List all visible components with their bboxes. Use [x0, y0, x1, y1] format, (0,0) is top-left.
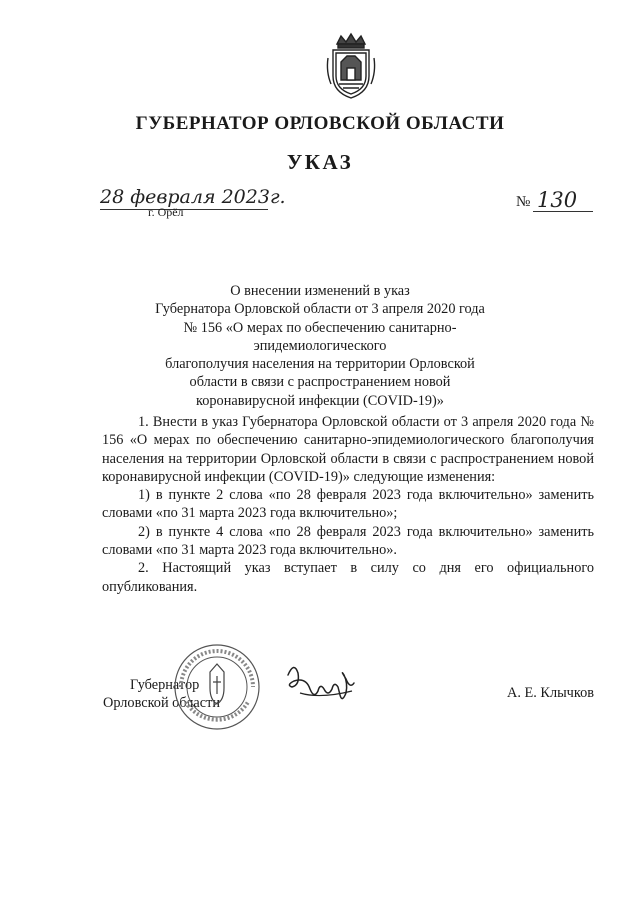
- paragraph-1: 1. Внести в указ Губернатора Орловской области от 3 апреля 2020 года № 156 «О мерах по обеспечению санитарно-эпидемиологического благополучия населения на территории Орловской области в связи с распространением новой коронавирусной инфекции (COVID-19)» следующие изменения:: [102, 414, 594, 485]
- handwritten-signature-icon: [280, 655, 360, 715]
- document-type: УКАЗ: [286, 150, 354, 174]
- amendment-item-1: 1) в пункте 2 слова «по 28 февраля 2023 года включительно» заменить словами «по 31 марта 2023 года включительно»;: [102, 487, 594, 522]
- subject-line: благополучия населения на территории Орловской: [165, 356, 475, 373]
- official-stamp-icon: [172, 642, 262, 732]
- document-body: [102, 413, 594, 596]
- number-sign: №: [516, 194, 531, 210]
- date-underline: [100, 209, 268, 210]
- amendment-item-2: 2) в пункте 4 слова «по 28 февраля 2023 года включительно» заменить словами «по 31 марта 2023 года включительно».: [102, 523, 594, 559]
- subject-line: Губернатора Орловской области от 3 апреля 2020 года: [155, 301, 485, 318]
- signer-name: А. Е. Клычков: [507, 685, 594, 701]
- signatory-title-line1: Губернатор: [130, 677, 200, 693]
- issuer-title: ГУБЕРНАТОР ОРЛОВСКОЙ ОБЛАСТИ: [135, 113, 505, 134]
- signatory-title-line2: Орловской области: [103, 695, 220, 712]
- subject-line: О внесении изменений в указ: [230, 283, 410, 299]
- subject-line: области в связи с распространением новой: [189, 374, 451, 391]
- subject-line: № 156 «О мерах по обеспечению санитарно-эпидемиологического: [183, 319, 457, 354]
- handwritten-number: 130: [537, 188, 578, 212]
- handwritten-date: 28 февраля 2023г.: [100, 186, 286, 208]
- subject-line: коронавирусной инфекции (COVID-19)»: [196, 392, 444, 409]
- number-underline: [533, 211, 593, 212]
- coat-of-arms-icon: [325, 32, 377, 102]
- paragraph-2: 2. Настоящий указ вступает в силу со дня его официального опубликования.: [102, 560, 594, 595]
- document-subject: [120, 282, 520, 410]
- city-label: г. Орёл: [148, 205, 184, 219]
